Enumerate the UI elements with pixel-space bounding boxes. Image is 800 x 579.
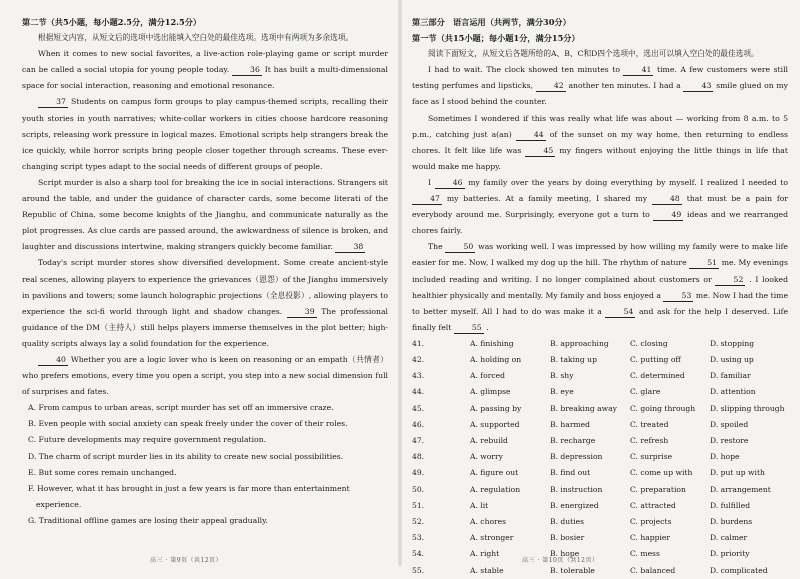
choice-row xyxy=(412,546,788,562)
option-label: E. xyxy=(28,467,37,477)
blank-51: 51 xyxy=(689,257,719,269)
question-number: 48. xyxy=(412,452,425,462)
choice-row xyxy=(412,433,788,449)
passage-text: and ask for the help I deserved. Life finally felt xyxy=(412,306,788,332)
choice-row xyxy=(412,449,788,465)
choice-c: C. mess xyxy=(630,549,660,559)
part-title: 第三部分 语言运用（共两节，满分30分） xyxy=(412,17,571,27)
choice-d: D. arrangement xyxy=(710,484,771,494)
choice-row xyxy=(412,498,788,514)
option-item xyxy=(22,481,388,513)
blank-52: 52 xyxy=(715,274,745,286)
paragraph xyxy=(22,352,388,400)
choice-c: C. projects xyxy=(630,516,672,526)
blank-45: 45 xyxy=(525,145,555,157)
choice-row xyxy=(412,384,788,400)
choice-d: D. complicated xyxy=(710,565,768,575)
passage-text: Today's script murder stores show diversified development. Some create ancient-style real scenes, allowing players to experience the grievances（恩怨）of the Jianghu immersively in pavilions and towers; some launch holographic projections（全息投影）, allowing players to experience the sci-fi world through light and shadow changes. xyxy=(22,258,388,316)
section-title: 第二节（共5小题，每小题2.5分，满分12.5分） xyxy=(22,17,202,27)
choice-a: A. chores xyxy=(470,516,507,526)
cloze-passage xyxy=(412,62,788,336)
passage-text: . xyxy=(486,322,489,332)
blank-46: 46 xyxy=(435,177,465,189)
blank-37: 37 xyxy=(38,96,68,108)
blank-38: 38 xyxy=(335,241,365,253)
passage-text: ideas and we rearranged chores fairly. xyxy=(412,210,788,236)
option-text: However, what it has brought in just a few years is far more than entertainment experience. xyxy=(36,483,350,509)
question-number: 51. xyxy=(412,500,425,510)
instructions: 根据短文内容，从短文后的选项中选出能填入空白处的最佳选项。选项中有两项为多余选项。 xyxy=(38,33,354,43)
choice-b: B. breaking away xyxy=(550,403,617,413)
passage-text: that must be a pain for everybody around me. Surprisingly, everyone got a turn to xyxy=(412,194,788,220)
choice-c: C. happier xyxy=(630,533,671,543)
choice-row xyxy=(412,368,788,384)
passage-text: my fingers without enjoying the little things in life that would make me happy. xyxy=(412,145,788,171)
choice-b: B. approaching xyxy=(550,338,609,348)
passage-text: Whether you are a logic lover who is keen on reasoning or an empath（共情者）who prefers emotions, every time you open a script, you step into a new social dimension full of surprises and fates. xyxy=(22,354,388,397)
choice-d: D. hope xyxy=(710,452,740,462)
blank-53: 53 xyxy=(663,290,693,302)
option-item xyxy=(22,449,388,465)
choice-a: A. stable xyxy=(470,565,504,575)
blank-43: 43 xyxy=(683,80,713,92)
passage-text: smile glued on my face as I stood behind the counter. xyxy=(412,81,789,107)
passage-text: me. My evenings included reading and writing. I no longer complained about customers or xyxy=(412,258,788,284)
option-text: Traditional offline games are losing their appeal gradually. xyxy=(38,515,268,525)
passage-text: me. Now I had the time to better myself. All I had to do was make it a xyxy=(412,290,789,316)
choice-b: B. harmed xyxy=(550,419,591,429)
passage-text: I had to wait. The clock showed ten minutes to xyxy=(428,65,620,75)
choice-row xyxy=(412,417,788,433)
option-item xyxy=(22,513,388,529)
blank-48: 48 xyxy=(652,193,682,205)
choice-c: C. closing xyxy=(630,338,668,348)
choice-b: B. tolerable xyxy=(550,565,595,575)
choice-a: A. holding on xyxy=(470,355,522,365)
choice-d: D. calmer xyxy=(710,533,748,543)
choice-d: D. stopping xyxy=(710,338,755,348)
choice-b: B. bosier xyxy=(550,533,585,543)
choice-row xyxy=(412,514,788,530)
choice-row xyxy=(412,530,788,546)
paragraph xyxy=(412,111,788,175)
choice-row xyxy=(412,465,788,481)
option-text: The charm of script murder lies in its ability to create new social possibilities. xyxy=(38,451,344,461)
choice-row xyxy=(412,482,788,498)
option-label: F. xyxy=(28,483,35,493)
choice-c: C. treated xyxy=(630,419,669,429)
blank-54: 54 xyxy=(605,306,635,318)
passage-text: was working well. I was impressed by how willing my family were to make life easier for me. Now, I walked my dog up the hill. The rhythm of nature xyxy=(412,242,788,268)
passage-text: Students on campus form groups to play campus-themed scripts, recalling their youth stories in youth narratives; white-collar workers in cities choose hardcore reasoning scripts, releasing work pressure in logical mazes. Emotional scripts help strangers break the ice quickly, while horror scripts bring people closer together through screams. These ever-changing script types adapt to the social needs of different groups of people. xyxy=(22,97,388,171)
question-number: 46. xyxy=(412,419,425,429)
paragraph xyxy=(22,255,388,352)
blank-50: 50 xyxy=(445,241,475,253)
blank-41: 41 xyxy=(623,64,653,76)
instructions: 阅读下面短文，从短文后各题所给的A、B、C和D四个选项中，选出可以填入空白处的最佳选项。 xyxy=(428,49,759,59)
question-number: 45. xyxy=(412,403,425,413)
paragraph xyxy=(22,46,388,94)
option-label: B. xyxy=(28,419,37,429)
choice-c: C. come up with xyxy=(630,468,693,478)
option-item xyxy=(22,416,388,432)
choice-a: A. glimpse xyxy=(470,387,511,397)
choice-c: C. preparation xyxy=(630,484,686,494)
left-column xyxy=(22,14,388,529)
choice-c: C. going through xyxy=(630,403,696,413)
choice-d: D. restore xyxy=(710,436,749,446)
page-footer: 高三 · 第10页（共12页） xyxy=(522,557,599,564)
choice-a: A. rebuild xyxy=(470,436,508,446)
question-number: 55. xyxy=(412,565,425,575)
blank-36: 36 xyxy=(232,64,262,76)
choice-a: A. supported xyxy=(470,419,520,429)
paragraph xyxy=(412,239,788,336)
question-number: 50. xyxy=(412,484,425,494)
choice-d: D. using up xyxy=(710,355,754,365)
passage-text: The xyxy=(428,242,443,252)
passage-text: of the sunset on my way home, then returning to endless chores. It felt like life was xyxy=(412,129,789,155)
choice-b: B. depression xyxy=(550,452,603,462)
choice-b: B. energized xyxy=(550,500,599,510)
option-label: G. xyxy=(28,515,37,525)
question-number: 43. xyxy=(412,371,425,381)
choice-b: B. eye xyxy=(550,387,574,397)
page-footer: 高三 · 第9页（共12页） xyxy=(150,557,223,564)
choice-a: A. stronger xyxy=(470,533,514,543)
blank-47: 47 xyxy=(412,193,442,205)
choice-c: C. surprise xyxy=(630,452,673,462)
choice-b: B. shy xyxy=(550,371,574,381)
question-number: 49. xyxy=(412,468,425,478)
blank-42: 42 xyxy=(536,80,566,92)
blank-39: 39 xyxy=(287,306,317,318)
choice-b: B. duties xyxy=(550,516,585,526)
passage-text: my batteries. At a family meeting, I shared my xyxy=(446,194,648,204)
passage-text: my family over the years by doing everything by myself. I realized I needed to xyxy=(468,177,788,187)
passage-text: The professional guidance of the DM（主持人）still helps players immerse themselves in the plot better; high-quality scripts always lay a solid foundation for the experience. xyxy=(22,306,388,348)
question-number: 44. xyxy=(412,387,425,397)
choice-row xyxy=(412,352,788,368)
choice-d: D. familiar xyxy=(710,371,751,381)
option-item xyxy=(22,432,388,448)
choice-b: B. taking up xyxy=(550,355,597,365)
choice-b: B. instruction xyxy=(550,484,603,494)
choice-c: C. refresh xyxy=(630,436,669,446)
passage-text: I xyxy=(428,177,432,187)
paragraph xyxy=(22,94,388,174)
paragraph xyxy=(412,175,788,239)
choice-c: C. attracted xyxy=(630,500,676,510)
choice-d: D. slipping through xyxy=(710,403,785,413)
option-text: But some cores remain unchanged. xyxy=(38,467,177,477)
question-number: 41. xyxy=(412,338,425,348)
option-text: From campus to urban areas, script murder has set off an immersive craze. xyxy=(38,403,334,413)
left-page xyxy=(0,0,398,566)
choice-c: C. glare xyxy=(630,387,661,397)
passage-text: time. A few customers were still testing perfumes and lipsticks, xyxy=(412,65,789,91)
choice-a: A. figure out xyxy=(470,468,519,478)
choice-a: A. right xyxy=(470,549,500,559)
question-number: 52. xyxy=(412,516,425,526)
passage-text: Script murder is also a sharp tool for breaking the ice in social interactions. Strangers sit around the table, and under the guidance of character cards, some become literati of the Republic of China, some become knights of the Jianghu, and communicate naturally as the plot progresses. As clue cards are passed around, the awkwardness of silence is broken, and laughter and discussions intertwine, making strangers quickly become familiar. xyxy=(22,177,388,252)
passage-text: When it comes to new social favorites, a live-action role-playing game or script murder can be called a social utopia for young people today. xyxy=(22,49,388,75)
choice-a: A. finishing xyxy=(470,338,514,348)
choice-row xyxy=(412,401,788,417)
blank-40: 40 xyxy=(38,354,68,366)
choice-a: A. lit xyxy=(470,500,489,510)
paragraph xyxy=(412,62,788,110)
question-number: 42. xyxy=(412,355,425,365)
choice-a: A. passing by xyxy=(470,403,522,413)
section-title: 第一节（共15小题；每小题1分，满分15分） xyxy=(412,33,580,44)
right-column xyxy=(412,14,788,579)
passage-text: It has built a multi-dimensional space for social interaction, reasoning and emotional resonance. xyxy=(22,65,388,91)
choice-row xyxy=(412,336,788,352)
choice-a: A. forced xyxy=(470,371,505,381)
option-text: Future developments may require government regulation. xyxy=(38,435,267,445)
choice-a: A. worry xyxy=(470,452,503,462)
question-number: 47. xyxy=(412,436,425,446)
question-number: 54. xyxy=(412,549,425,559)
choice-d: D. attention xyxy=(710,387,756,397)
passage-text: another ten minutes. I had a xyxy=(568,81,681,91)
choice-d: D. spoiled xyxy=(710,419,749,429)
option-label: A. xyxy=(28,403,36,413)
choice-c: C. balanced xyxy=(630,565,676,575)
choice-c: C. determined xyxy=(630,371,685,381)
choice-row xyxy=(412,563,788,579)
choice-d: D. fulfilled xyxy=(710,500,751,510)
option-label: D. xyxy=(28,451,37,461)
blank-49: 49 xyxy=(653,209,683,221)
question-number: 53. xyxy=(412,533,425,543)
passage-text: . I looked healthier physically and mentally. My family and boss enjoyed a xyxy=(412,274,789,300)
passage-text: Sometimes I wondered if this was really what life was about — working from 8 a.m. to 5 p.m., catching just a(an) xyxy=(412,113,788,139)
blank-44: 44 xyxy=(516,129,546,141)
choice-b: B. hope xyxy=(550,549,580,559)
choice-d: D. burdens xyxy=(710,516,753,526)
option-label: C. xyxy=(28,435,37,445)
passage xyxy=(22,46,388,400)
blank-55: 55 xyxy=(454,322,484,334)
choice-d: D. priority xyxy=(710,549,750,559)
option-item xyxy=(22,465,388,481)
choices-table xyxy=(412,336,788,579)
options-list xyxy=(22,400,388,529)
right-page xyxy=(402,0,800,575)
choice-d: D. put up with xyxy=(710,468,765,478)
choice-b: B. recharge xyxy=(550,436,596,446)
option-item xyxy=(22,400,388,416)
choice-a: A. regulation xyxy=(470,484,521,494)
option-text: Even people with social anxiety can speak freely under the cover of their roles. xyxy=(38,419,348,429)
paragraph xyxy=(22,175,388,255)
choice-c: C. putting off xyxy=(630,355,681,365)
choice-b: B. find out xyxy=(550,468,591,478)
